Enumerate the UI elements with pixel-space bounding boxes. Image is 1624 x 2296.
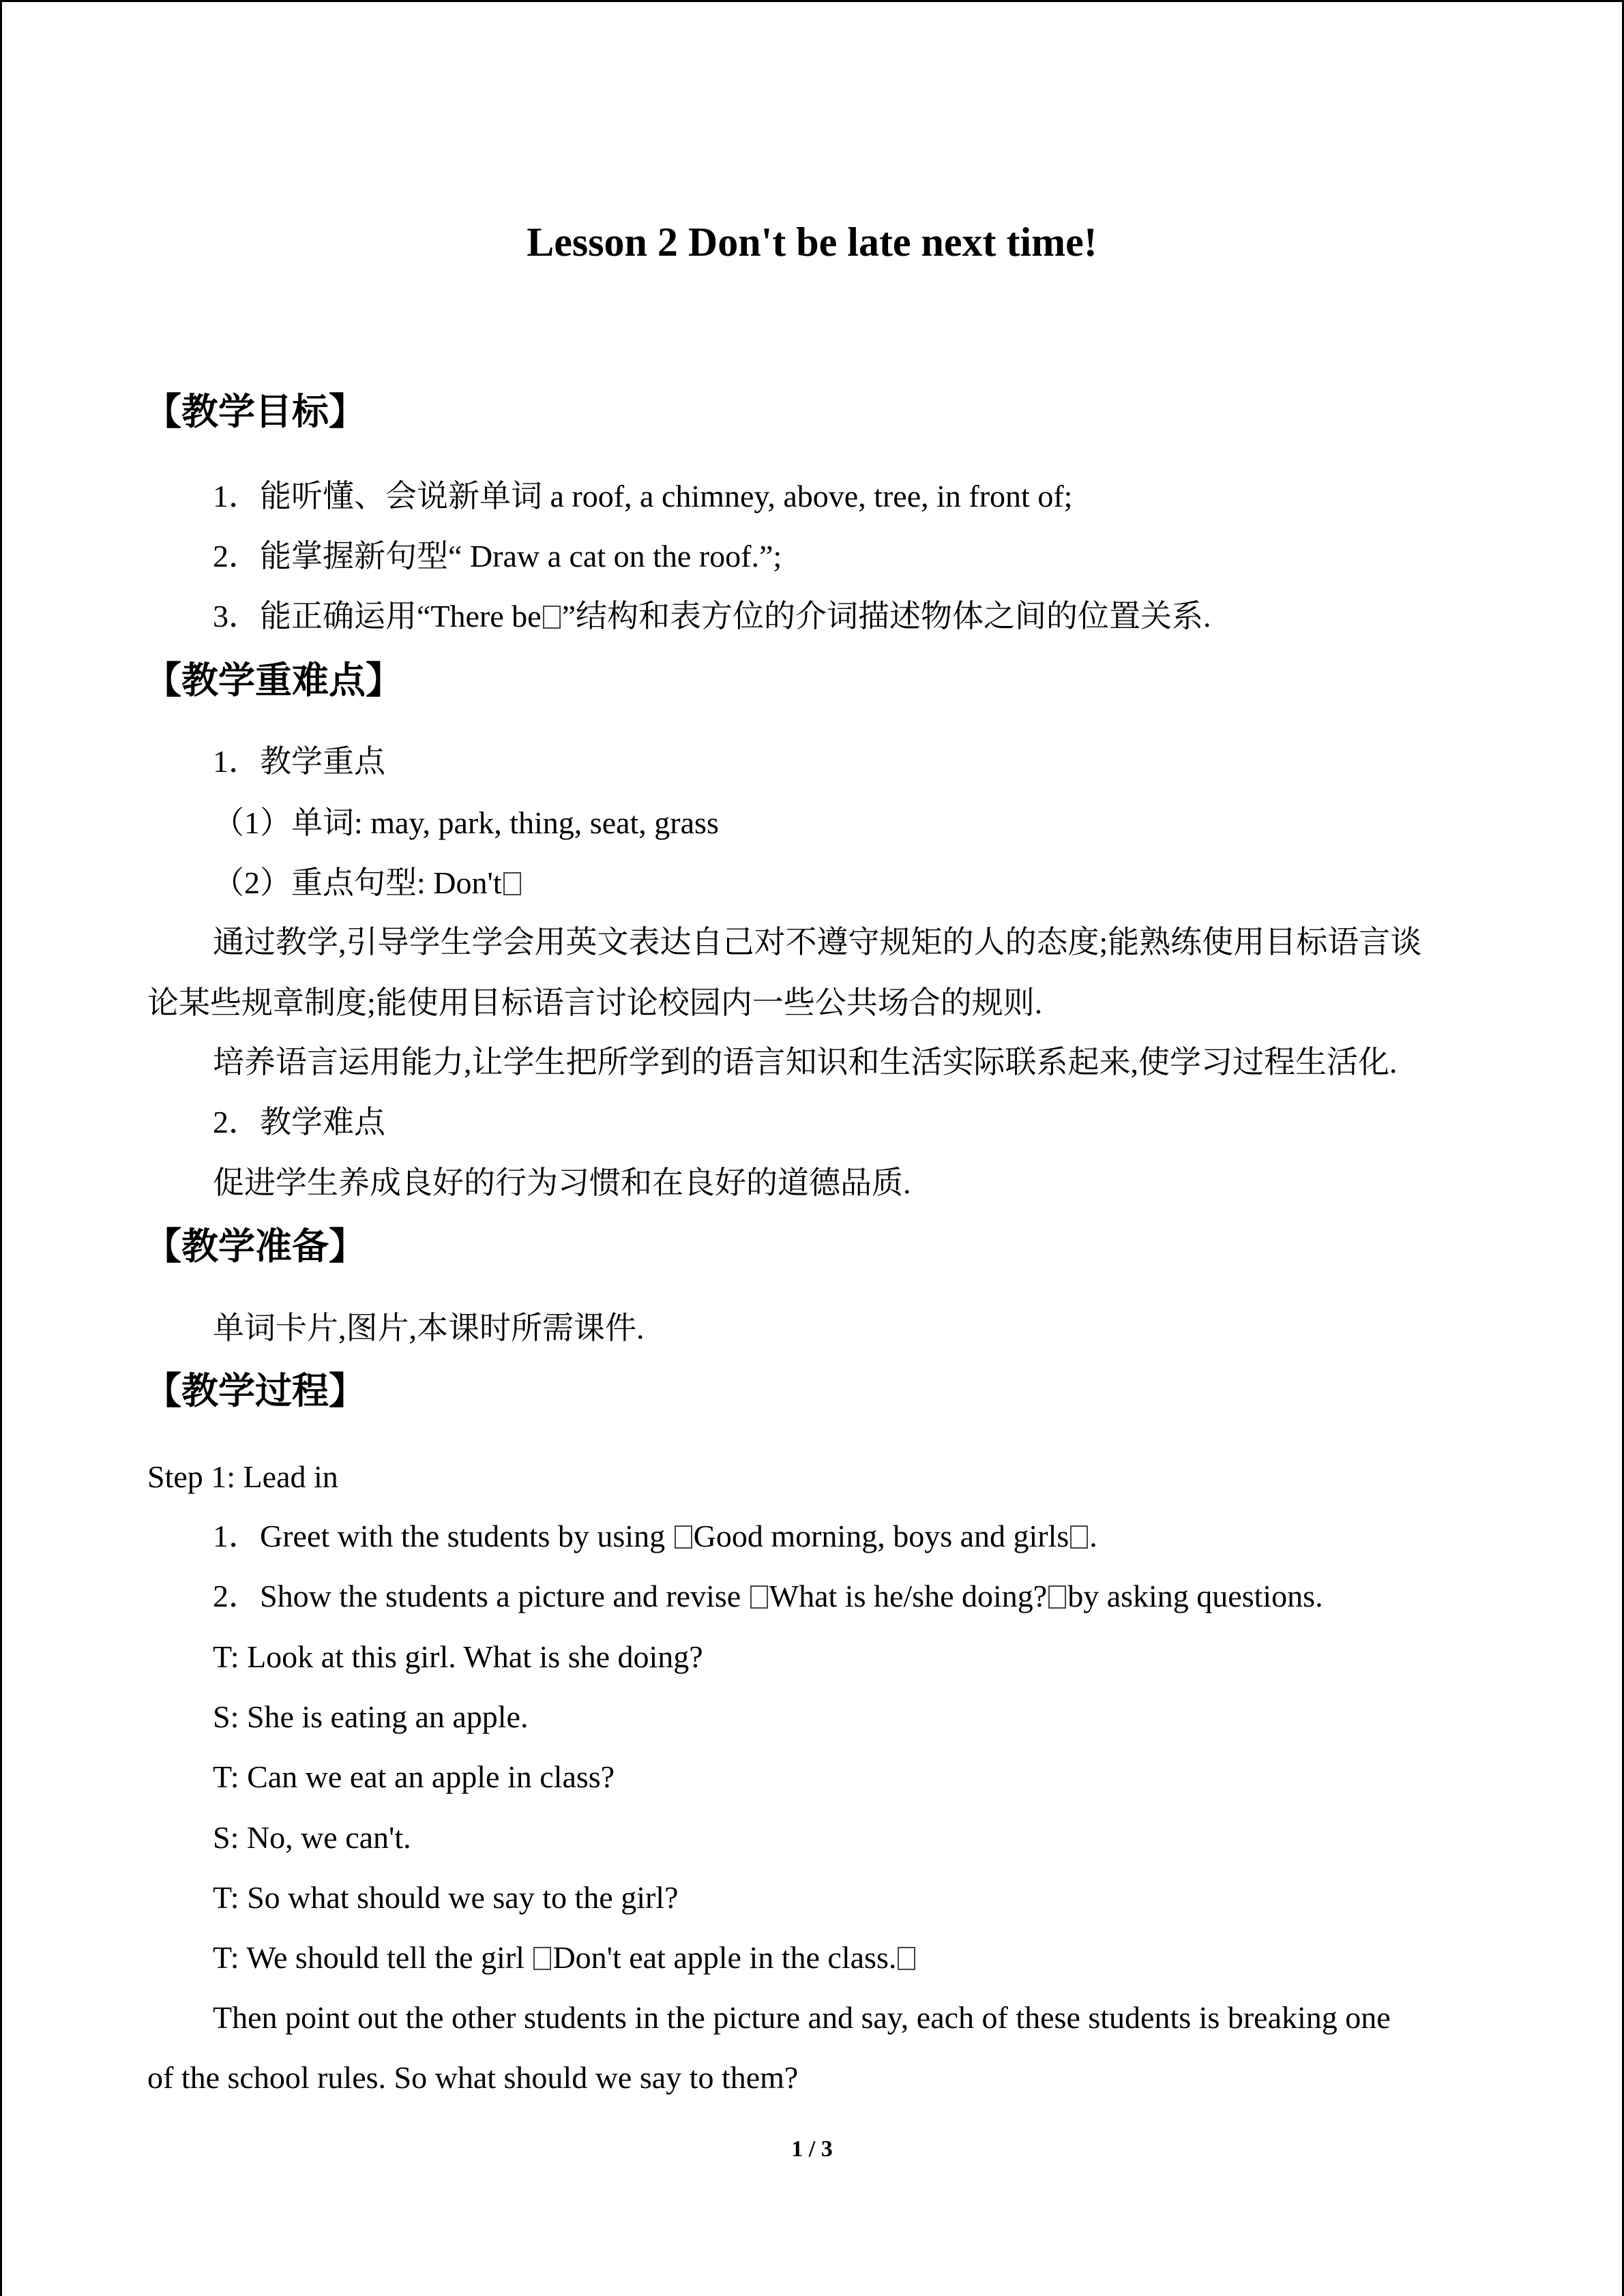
key-points-item-1: （1）单词: may, park, thing, seat, grass [213, 805, 719, 840]
key-points-item-2 [213, 864, 522, 902]
dialogue-line-2: S: She is eating an apple. [213, 1699, 529, 1734]
closing-paragraph-line-1: Then point out the other students in the picture and say, each of these students is breaking one [213, 2000, 1391, 2035]
key-points-paragraph-1-line-1: 通过教学,引导学生学会用英文表达自己对不遵守规矩的人的态度;能熟练使用目标语言谈 [213, 925, 1422, 959]
objective-item-2: 2．能掌握新句型“ Draw a cat on the roof.”; [213, 539, 782, 573]
dialogue-line-6-part-2: Don't eat apple in the class. [552, 1940, 897, 1975]
process-item-2 [213, 1577, 1323, 1615]
process-item-1 [213, 1517, 1097, 1555]
closing-paragraph-line-2: of the school rules. So what should we say to them? [147, 2060, 799, 2095]
key-points-paragraph-3: 促进学生养成良好的行为习惯和在良好的道德品质. [213, 1165, 911, 1200]
key-points-paragraph-1-line-2: 论某些规章制度;能使用目标语言讨论校园内一些公共场合的规则. [147, 985, 1043, 1020]
missing-glyph-icon [675, 1525, 692, 1549]
key-points-sub-1: 1．教学重点 [213, 744, 385, 779]
process-item-2-part-1: 2．Show the students a picture and revise [213, 1579, 749, 1613]
missing-glyph-icon [503, 872, 521, 895]
section-heading-preparation: 【教学准备】 [145, 1225, 366, 1268]
objective-item-1: 1．能听懂、会说新单词 a roof, a chimney, above, tree, in front of; [213, 479, 1073, 513]
missing-glyph-icon [543, 606, 561, 629]
process-item-1-part-1: 1．Greet with the students by using [213, 1519, 673, 1553]
section-heading-process: 【教学过程】 [145, 1369, 366, 1412]
page-title: Lesson 2 Don't be late next time! [527, 220, 1097, 265]
missing-glyph-icon [1070, 1525, 1088, 1549]
missing-glyph-icon [750, 1585, 768, 1609]
process-item-2-part-2: What is he/she doing? [769, 1579, 1048, 1613]
process-item-2-part-3: by asking questions. [1067, 1579, 1323, 1613]
section-heading-objectives: 【教学目标】 [145, 390, 366, 433]
process-item-1-part-3: . [1089, 1519, 1097, 1553]
objective-item-3 [213, 597, 1211, 636]
missing-glyph-icon [898, 1947, 915, 1970]
process-step-1: Step 1: Lead in [147, 1459, 338, 1494]
key-points-sub-2: 2．教学难点 [213, 1105, 385, 1139]
objective-item-3-part-1: 3．能正确运用“There be [213, 599, 542, 633]
preparation-text: 单词卡片,图片,本课时所需课件. [213, 1311, 645, 1345]
dialogue-line-5: T: So what should we say to the girl? [213, 1880, 679, 1915]
dialogue-line-1: T: Look at this girl. What is she doing? [213, 1639, 703, 1674]
objective-item-3-part-2: ”结构和表方位的介词描述物体之间的位置关系. [561, 599, 1211, 633]
missing-glyph-icon [533, 1947, 551, 1970]
dialogue-line-6-part-1: T: We should tell the girl [213, 1940, 533, 1975]
dialogue-line-3: T: Can we eat an apple in class? [213, 1759, 615, 1794]
section-heading-key-points: 【教学重难点】 [145, 659, 402, 702]
page-number: 1 / 3 [791, 2136, 833, 2162]
key-points-paragraph-2: 培养语言运用能力,让学生把所学到的语言知识和生活实际联系起来,使学习过程生活化. [213, 1045, 1398, 1079]
key-points-item-2-text: （2）重点句型: Don't [213, 865, 502, 900]
dialogue-line-4: S: No, we can't. [213, 1820, 411, 1855]
process-item-1-part-2: Good morning, boys and girls [693, 1519, 1069, 1553]
page-border-top [0, 0, 1624, 2]
page-border-left [0, 0, 2, 2296]
dialogue-line-6 [213, 1939, 917, 1977]
missing-glyph-icon [1048, 1585, 1066, 1609]
